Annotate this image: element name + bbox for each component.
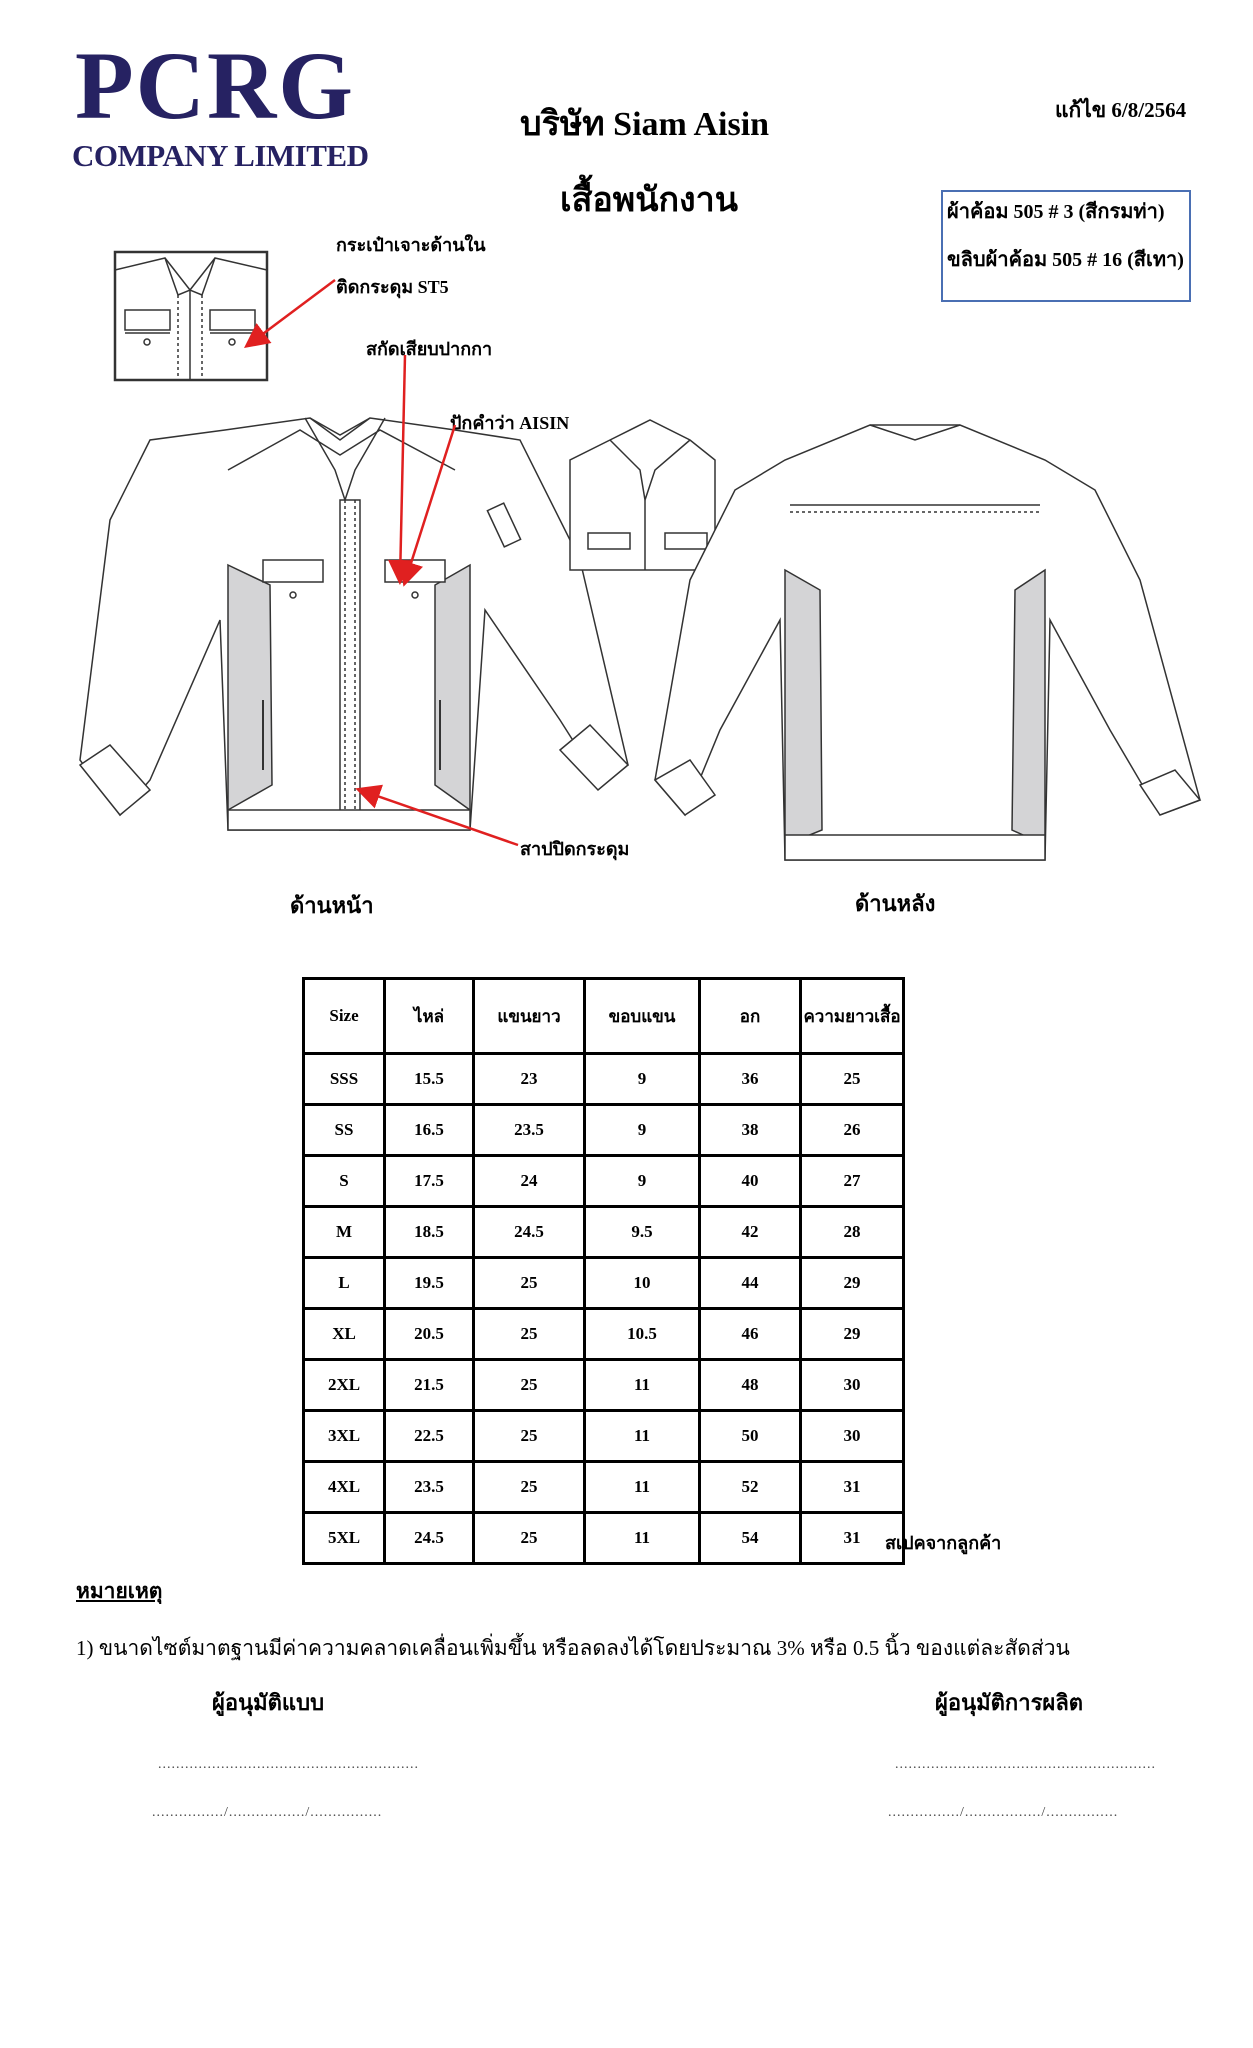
company-title: บริษัท Siam Aisin	[520, 106, 770, 143]
production-approver-label: ผู้อนุมัติการผลิต	[935, 1690, 1084, 1715]
remark-item-1: 1) ขนาดไซต์มาตฐานมีค่าความคลาดเคลื่อนเพิ่มขึ้น หรือลดลงได้โดยประมาณ 3% หรือ 0.5 นิ้ว ของแต่ละสัดส่วน	[76, 1636, 1070, 1660]
size-chart-table	[302, 977, 905, 1565]
header-size: Size	[304, 979, 385, 1054]
table-cell: 25	[474, 1462, 585, 1513]
header-sleeve-length: แขนยาว	[474, 979, 585, 1054]
table-cell: SSS	[304, 1054, 385, 1105]
table-row	[304, 1462, 904, 1513]
fabric-main: ผ้าค้อม 505 # 3 (สีกรมท่า)	[947, 201, 1165, 223]
table-cell: 10	[585, 1258, 700, 1309]
size-table-header-row	[304, 979, 904, 1054]
table-cell: 2XL	[304, 1360, 385, 1411]
table-cell: 10.5	[585, 1309, 700, 1360]
table-cell: 36	[700, 1054, 801, 1105]
table-row	[304, 1156, 904, 1207]
table-cell: 29	[801, 1309, 904, 1360]
table-row	[304, 1513, 904, 1564]
header-shoulder: ไหล่	[385, 979, 474, 1054]
table-cell: 17.5	[385, 1156, 474, 1207]
table-cell: 20.5	[385, 1309, 474, 1360]
company-logo: PCRG	[75, 32, 355, 139]
table-cell: 18.5	[385, 1207, 474, 1258]
table-cell: 29	[801, 1258, 904, 1309]
table-cell: 24.5	[385, 1513, 474, 1564]
callout-aisin-embroidery: ปักคำว่า AISIN	[450, 413, 570, 433]
table-cell: 22.5	[385, 1411, 474, 1462]
collar-detail-drawing	[570, 420, 715, 570]
table-cell: 23	[474, 1054, 585, 1105]
table-cell: 24	[474, 1156, 585, 1207]
table-cell: 25	[474, 1360, 585, 1411]
table-cell: 23.5	[474, 1105, 585, 1156]
table-cell: SS	[304, 1105, 385, 1156]
table-row	[304, 1360, 904, 1411]
table-cell: 11	[585, 1411, 700, 1462]
table-cell: 28	[801, 1207, 904, 1258]
table-cell: 38	[700, 1105, 801, 1156]
table-cell: 26	[801, 1105, 904, 1156]
design-date-line: ................/................./................	[152, 1805, 383, 1820]
table-row	[304, 1258, 904, 1309]
production-date-line: ................/................./................	[888, 1805, 1119, 1820]
front-view-label: ด้านหน้า	[290, 893, 374, 918]
table-cell: 11	[585, 1360, 700, 1411]
table-cell: 52	[700, 1462, 801, 1513]
revision-date: แก้ไข 6/8/2564	[1055, 98, 1187, 122]
pocket-detail-inset	[115, 252, 267, 380]
table-cell: 25	[474, 1513, 585, 1564]
callout-inner-pocket: กระเป๋าเจาะด้านใน	[336, 235, 486, 255]
table-cell: 21.5	[385, 1360, 474, 1411]
table-cell: 5XL	[304, 1513, 385, 1564]
design-sign-line: ..........................................................	[158, 1757, 419, 1772]
callout-button-placket: สาปปิดกระดุม	[520, 839, 630, 859]
remarks-title: หมายเหตุ	[76, 1579, 163, 1603]
table-row	[304, 1309, 904, 1360]
table-cell: 46	[700, 1309, 801, 1360]
table-cell: 42	[700, 1207, 801, 1258]
company-logo-subtitle: COMPANY LIMITED	[72, 138, 369, 173]
table-cell: 9.5	[585, 1207, 700, 1258]
header-body-length: ความยาวเสื้อ	[801, 979, 904, 1054]
table-cell: 24.5	[474, 1207, 585, 1258]
table-cell: 9	[585, 1054, 700, 1105]
table-cell: 31	[801, 1513, 904, 1564]
production-sign-line: ..........................................................	[895, 1757, 1156, 1772]
table-cell: 11	[585, 1513, 700, 1564]
table-cell: 54	[700, 1513, 801, 1564]
table-row	[304, 1054, 904, 1105]
table-cell: 16.5	[385, 1105, 474, 1156]
table-cell: 30	[801, 1411, 904, 1462]
table-row	[304, 1411, 904, 1462]
fabric-trim: ขลิบผ้าค้อม 505 # 16 (สีเทา)	[947, 249, 1184, 271]
table-cell: 27	[801, 1156, 904, 1207]
header-cuff: ขอบแขน	[585, 979, 700, 1054]
design-approver-label: ผู้อนุมัติแบบ	[212, 1690, 325, 1715]
table-cell: 9	[585, 1156, 700, 1207]
table-cell: 9	[585, 1105, 700, 1156]
table-cell: 40	[700, 1156, 801, 1207]
product-title: เสื้อพนักงาน	[560, 182, 738, 219]
table-cell: 25	[474, 1411, 585, 1462]
header-chest: อก	[700, 979, 801, 1054]
front-view-drawing	[80, 418, 628, 830]
table-cell: 15.5	[385, 1054, 474, 1105]
table-row	[304, 1207, 904, 1258]
table-row	[304, 1105, 904, 1156]
table-cell: 11	[585, 1462, 700, 1513]
table-cell: S	[304, 1156, 385, 1207]
garment-technical-drawing	[0, 0, 1253, 960]
table-cell: 4XL	[304, 1462, 385, 1513]
table-cell: 25	[474, 1309, 585, 1360]
customer-spec-note: สเปคจากลูกค้า	[885, 1533, 1002, 1553]
back-view-drawing	[655, 425, 1200, 860]
callout-inner-pocket-button: ติดกระดุม ST5	[336, 277, 449, 297]
table-cell: 3XL	[304, 1411, 385, 1462]
table-cell: 31	[801, 1462, 904, 1513]
callout-pen-slot: สกัดเสียบปากกา	[366, 339, 493, 359]
table-cell: 25	[474, 1258, 585, 1309]
table-cell: 19.5	[385, 1258, 474, 1309]
table-cell: 23.5	[385, 1462, 474, 1513]
table-cell: M	[304, 1207, 385, 1258]
table-cell: 48	[700, 1360, 801, 1411]
table-cell: L	[304, 1258, 385, 1309]
back-view-label: ด้านหลัง	[855, 891, 936, 916]
table-cell: 44	[700, 1258, 801, 1309]
table-cell: 30	[801, 1360, 904, 1411]
table-cell: 25	[801, 1054, 904, 1105]
table-cell: XL	[304, 1309, 385, 1360]
table-cell: 50	[700, 1411, 801, 1462]
